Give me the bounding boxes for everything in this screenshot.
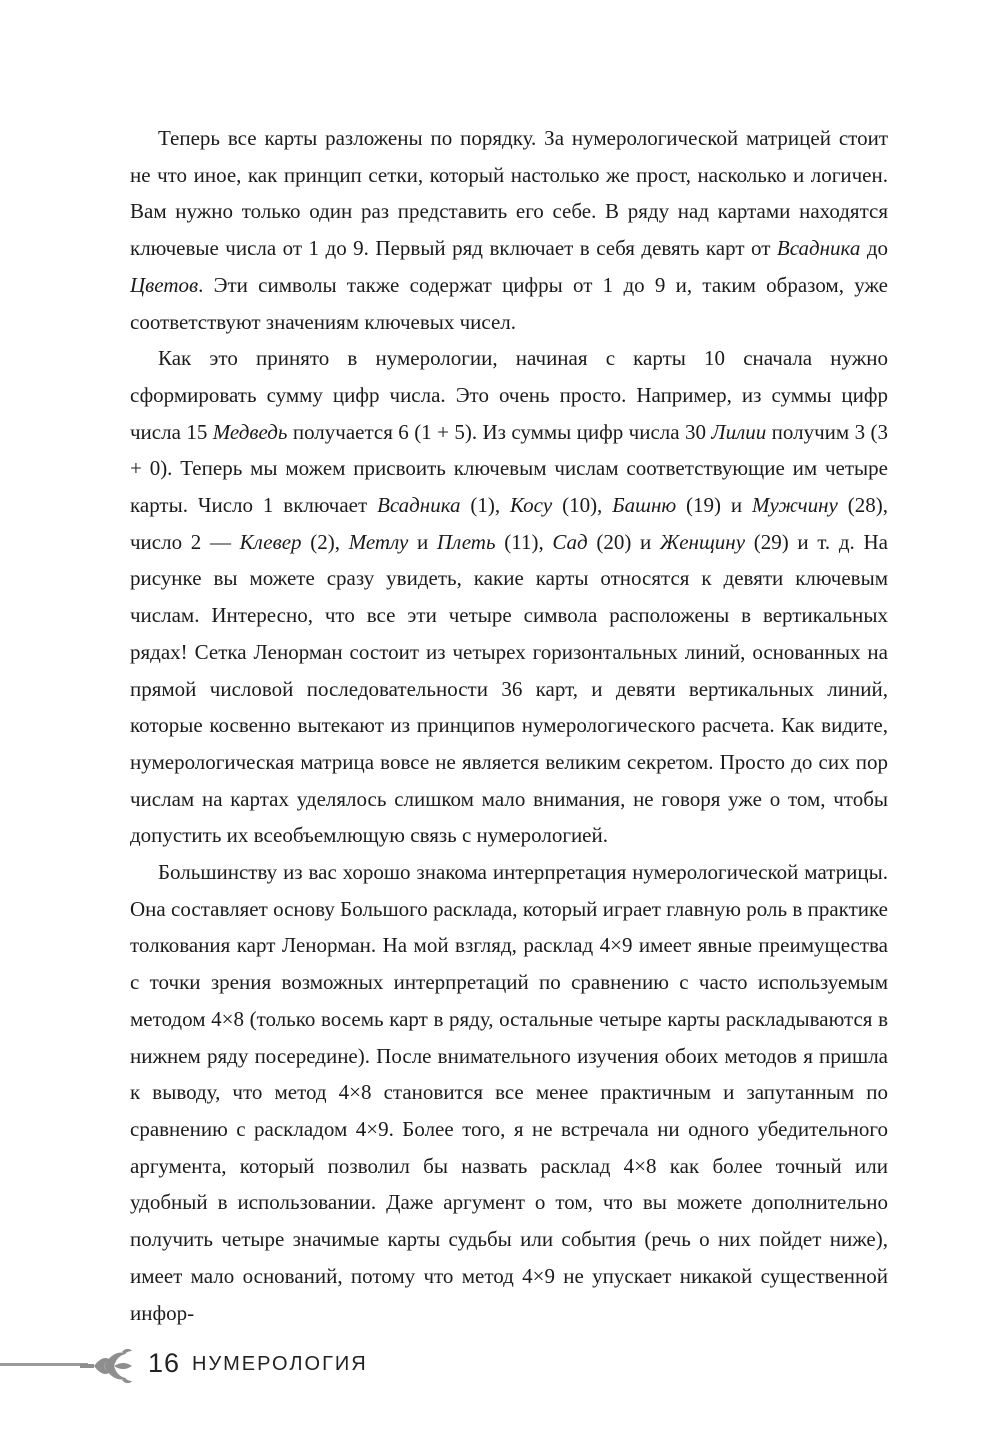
text-run: (20) и [587, 529, 660, 554]
text-run: получим 3 (3 + 0). Теперь мы можем присвоить ключевым числам соответствующие им четыре карты. Число 1 включает [130, 419, 888, 518]
italic-card-name: Сад [552, 529, 588, 554]
italic-card-name: Лилии [711, 419, 767, 444]
italic-card-name: Мужчину [752, 493, 838, 518]
italic-card-name: Метлу [348, 529, 409, 554]
text-run: Теперь все карты разложены по порядку. За нумерологической матрицей стоит не что иное, как принцип сетки, который настолько же прост, насколько и логичен. Вам нужно только один раз представить его себе. В ряду над картами находятся ключевые числа от 1 до 9. Первый ряд включает в себя девять карт от [130, 126, 888, 261]
italic-card-name: Косу [510, 493, 553, 518]
text-run: (11), [495, 529, 553, 554]
italic-card-name: Цветов [130, 272, 199, 297]
italic-card-name: Башню [612, 493, 677, 518]
text-run: . Эти символы также содержат цифры от 1 до 9 и, таким образом, уже соответствуют значениям ключевых чисел. [130, 272, 888, 334]
text-run: (29) и т. д. На рисунке вы можете сразу увидеть, какие карты относятся к девяти ключевым числам. Интересно, что все эти четыре символа расположены в вертикальных рядах! Сетка Ленорман состоит из четырех горизонтальных линий, основанных на прямой числовой последовательности 36 карт, и девяти вертикальных линий, которые косвенно вытекают из принципов нумерологического расчета. Как видите, нумерологическая матрица вовсе не является великим секретом. Просто до сих пор числам на картах уделялось слишком мало внимания, не говоря уже о том, чтобы допустить их всеобъемлющую связь с нумерологией. [130, 529, 888, 848]
italic-card-name: Медведь [212, 419, 288, 444]
text-run: (19) и [676, 493, 753, 518]
text-run: и [408, 529, 437, 554]
text-run: до [860, 236, 889, 261]
text-run: получается 6 (1 + 5). Из суммы цифр числа 30 [287, 419, 712, 444]
text-run: (2), [301, 529, 349, 554]
text-run: (1), [460, 493, 511, 518]
italic-card-name: Всадника [377, 493, 461, 518]
page-footer [0, 1344, 986, 1394]
italic-card-name: Плеть [436, 529, 496, 554]
text-run: (10), [552, 493, 613, 518]
italic-card-name: Женщину [659, 529, 746, 554]
body-text [130, 120, 888, 1331]
paragraph-1 [130, 120, 888, 340]
footer-rule [0, 1363, 88, 1366]
italic-card-name: Клевер [239, 529, 302, 554]
paragraph-2 [130, 340, 888, 854]
text-run: (28), число 2 — [130, 493, 888, 554]
fleur-de-lis-ornament-icon [80, 1346, 134, 1386]
text-run: Как это принято в нумерологии, начиная с карты 10 сначала нужно сформировать сумму цифр числа. Это очень просто. Например, из суммы цифр числа 15 [130, 346, 888, 444]
paragraph-3 [130, 854, 888, 1331]
page-number: 16 [148, 1348, 181, 1378]
text-run: Большинству из вас хорошо знакома интерпретация нумерологической матрицы. Она составляет основу Большого расклада, который играет главную роль в практике толкования карт Ленорман. На мой взгляд, расклад 4×9 имеет явные преимущества с точки зрения возможных интерпретаций по сравнению с часто используемым методом 4×8 (только восемь карт в ряду, остальные четыре карты раскладываются в нижнем ряду посередине). После внимательного изучения обоих методов я пришла к выводу, что метод 4×8 становится все менее практичным и запутанным по сравнению с раскладом 4×9. Более того, я не встречала ни одного убедительного аргумента, который позволил бы назвать расклад 4×8 как более точный или удобный в использовании. Даже аргумент о том, что вы можете дополнительно получить четыре значимые карты судьбы или события (речь о них пойдет ниже), имеет мало оснований, потому что метод 4×9 не упускает никакой существенной инфор- [130, 860, 888, 1325]
italic-card-name: Всадника [776, 236, 861, 261]
section-title: НУМЕРОЛОГИЯ [192, 1353, 368, 1375]
